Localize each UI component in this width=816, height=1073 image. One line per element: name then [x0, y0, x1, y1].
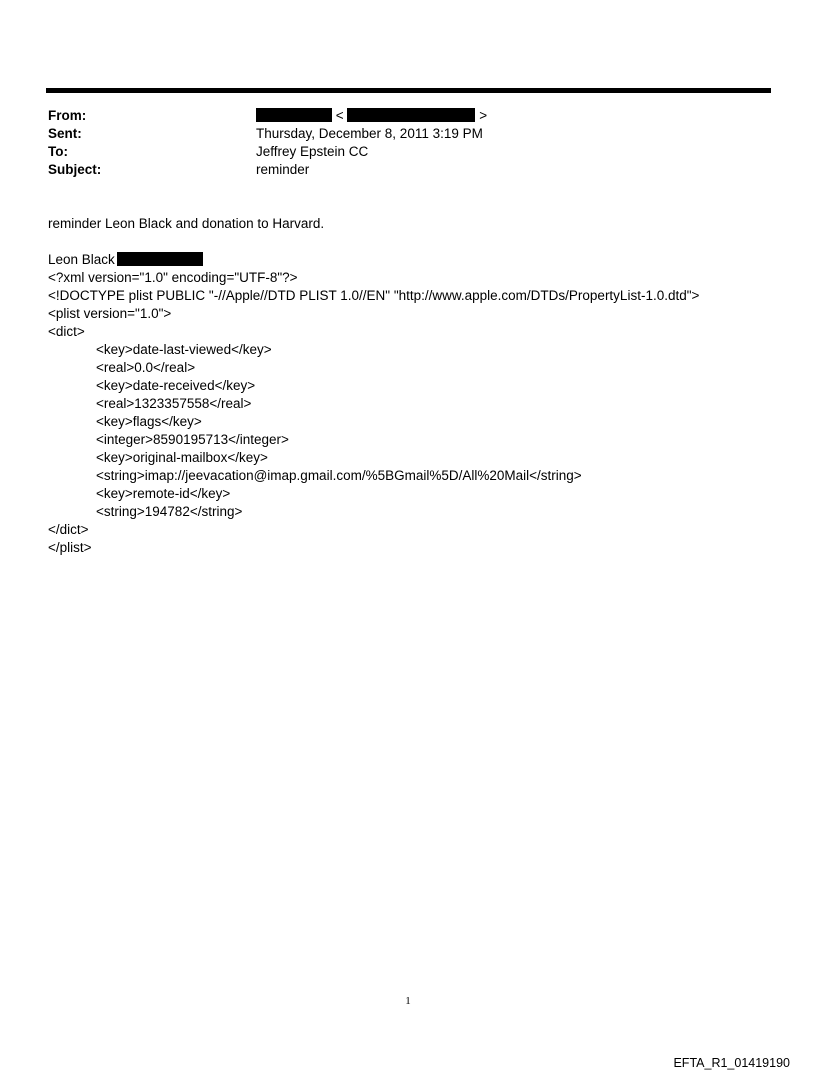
redaction-block — [256, 108, 332, 122]
xml-line: <!DOCTYPE plist PUBLIC "-//Apple//DTD PLIST 1.0//EN" "http://www.apple.com/DTDs/PropertyList-1.0.dtd"> — [48, 288, 700, 303]
xml-line: <string>imap://jeevacation@imap.gmail.com/%5BGmail%5D/All%20Mail</string> — [96, 468, 582, 483]
xml-line: <string>194782</string> — [96, 504, 243, 519]
xml-line: <plist version="1.0"> — [48, 306, 172, 321]
from-label: From: — [48, 108, 87, 123]
xml-line: <key>flags</key> — [96, 414, 202, 429]
xml-line: <key>date-received</key> — [96, 378, 256, 393]
from-value — [256, 107, 487, 125]
subject-value: reminder — [256, 162, 310, 177]
signature-name: Leon Black — [48, 252, 115, 267]
xml-line: <dict> — [48, 324, 85, 339]
from-open-bracket: < — [335, 108, 344, 123]
document-id: EFTA_R1_01419190 — [673, 1056, 790, 1070]
xml-line: <key>original-mailbox</key> — [96, 450, 268, 465]
xml-line: <integer>8590195713</integer> — [96, 432, 289, 447]
xml-line: <?xml version="1.0" encoding="UTF-8"?> — [48, 270, 298, 285]
message-text: reminder Leon Black and donation to Harvard. — [48, 216, 325, 231]
sent-value: Thursday, December 8, 2011 3:19 PM — [256, 126, 483, 141]
redaction-block — [347, 108, 475, 122]
xml-line: <real>0.0</real> — [96, 360, 196, 375]
from-close-bracket: > — [479, 108, 488, 123]
signature-line — [48, 251, 203, 269]
xml-line: <key>date-last-viewed</key> — [96, 342, 272, 357]
to-value: Jeffrey Epstein CC — [256, 144, 369, 159]
redaction-block — [117, 252, 203, 266]
xml-line: <key>remote-id</key> — [96, 486, 231, 501]
xml-line: </dict> — [48, 522, 89, 537]
header-rule — [46, 88, 771, 93]
xml-block — [48, 269, 699, 557]
xml-line: <real>1323357558</real> — [96, 396, 252, 411]
page-number: 1 — [405, 995, 411, 1007]
to-label: To: — [48, 144, 68, 159]
subject-label: Subject: — [48, 162, 102, 177]
sent-label: Sent: — [48, 126, 82, 141]
xml-line: </plist> — [48, 540, 92, 555]
